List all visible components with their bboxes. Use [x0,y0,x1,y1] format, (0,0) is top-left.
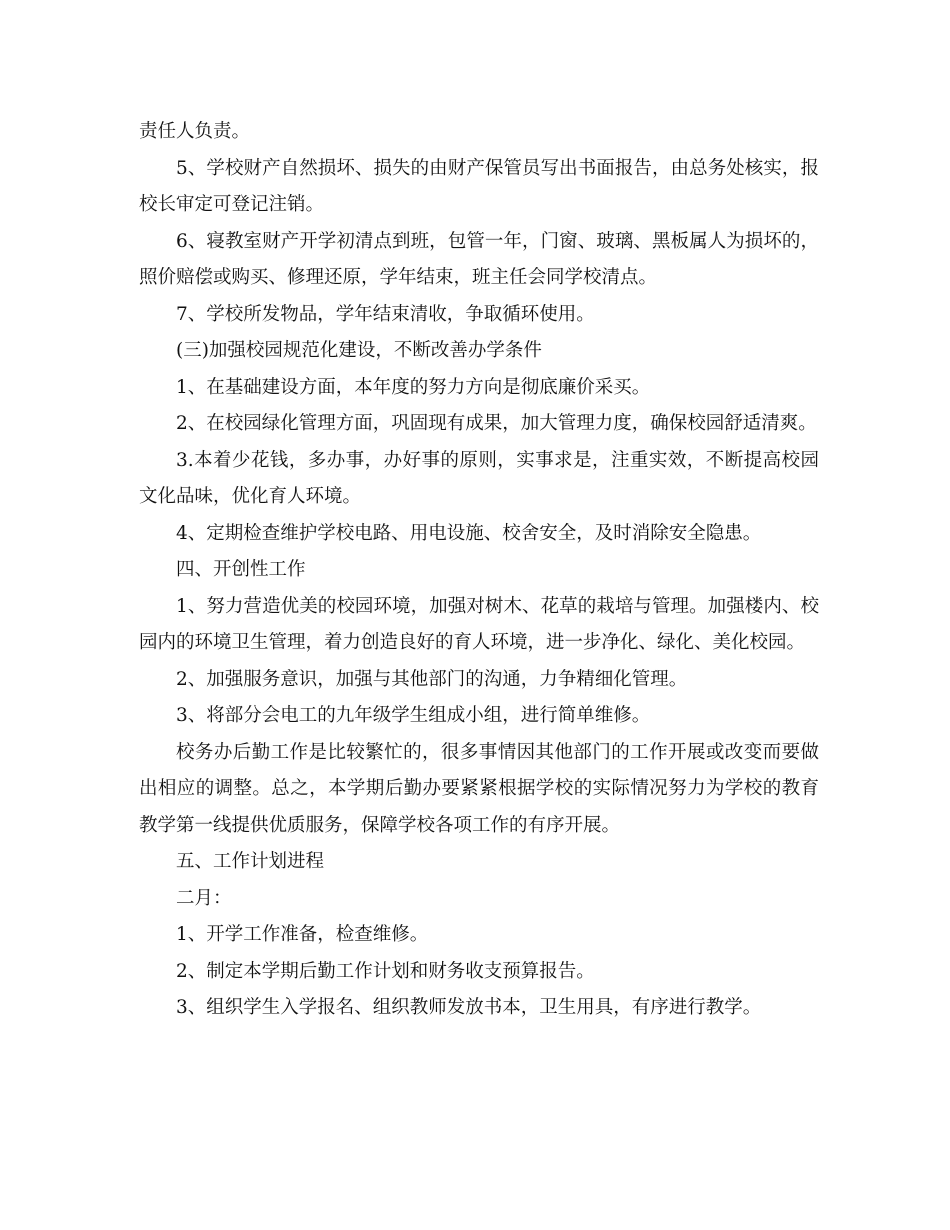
paragraph: 5、学校财产自然损坏、损失的由财产保管员写出书面报告，由总务处核实，报校长审定可登记注销。 [139,157,819,215]
paragraph: 7、学校所发物品，学年结束清收，争取循环使用。 [176,303,595,325]
document-body [139,114,819,1027]
paragraph: 3、组织学生入学报名、组织教师发放书本，卫生用具，有序进行教学。 [176,997,762,1018]
paragraph: 2、制定本学期后勤工作计划和财务收支预算报告。 [176,960,595,982]
paragraph: 校务办后勤工作是比较繁忙的，很多事情因其他部门的工作开展或改变而要做出相应的调整。总之，本学期后勤办要紧紧根据学校的实际情况努力为学校的教育教学第一线提供优质服务，保障学校各项工作的有序开展。 [139,741,819,836]
subheading: 二月： [176,887,232,909]
paragraph: 4、定期检查维护学校电路、用电设施、校舍安全，及时消除安全隐患。 [176,522,762,544]
section-heading: 四、开创性工作 [176,559,306,580]
paragraph: 2、加强服务意识，加强与其他部门的沟通，力争精细化管理。 [176,668,688,690]
paragraph: 6、寝教室财产开学初清点到班，包管一年，门窗、玻璃、黑板属人为损坏的，照价赔偿或购买、修理还原，学年结束，班主任会同学校清点。 [139,230,819,288]
paragraph: 2、在校园绿化管理方面，巩固现有成果，加大管理力度，确保校园舒适清爽。 [176,413,817,434]
paragraph: 3.本着少花钱，多办事，办好事的原则，实事求是，注重实效，不断提高校园文化品味，优化育人环境。 [139,449,819,507]
paragraph: 1、开学工作准备，检查维修。 [176,924,429,945]
section-heading: 五、工作计划进程 [176,851,325,872]
paragraph: 1、在基础建设方面，本年度的努力方向是彻底廉价采买。 [176,376,651,398]
paragraph: 1、努力营造优美的校园环境，加强对树木、花草的栽培与管理。加强楼内、校园内的环境卫生管理，着力创造良好的育人环境，进一步净化、绿化、美化校园。 [139,595,819,653]
paragraph: 3、将部分会电工的九年级学生组成小组，进行简单维修。 [176,705,651,726]
section-heading: (三)加强校园规范化建设，不断改善办学条件 [176,340,542,361]
paragraph: 责任人负责。 [139,121,251,142]
